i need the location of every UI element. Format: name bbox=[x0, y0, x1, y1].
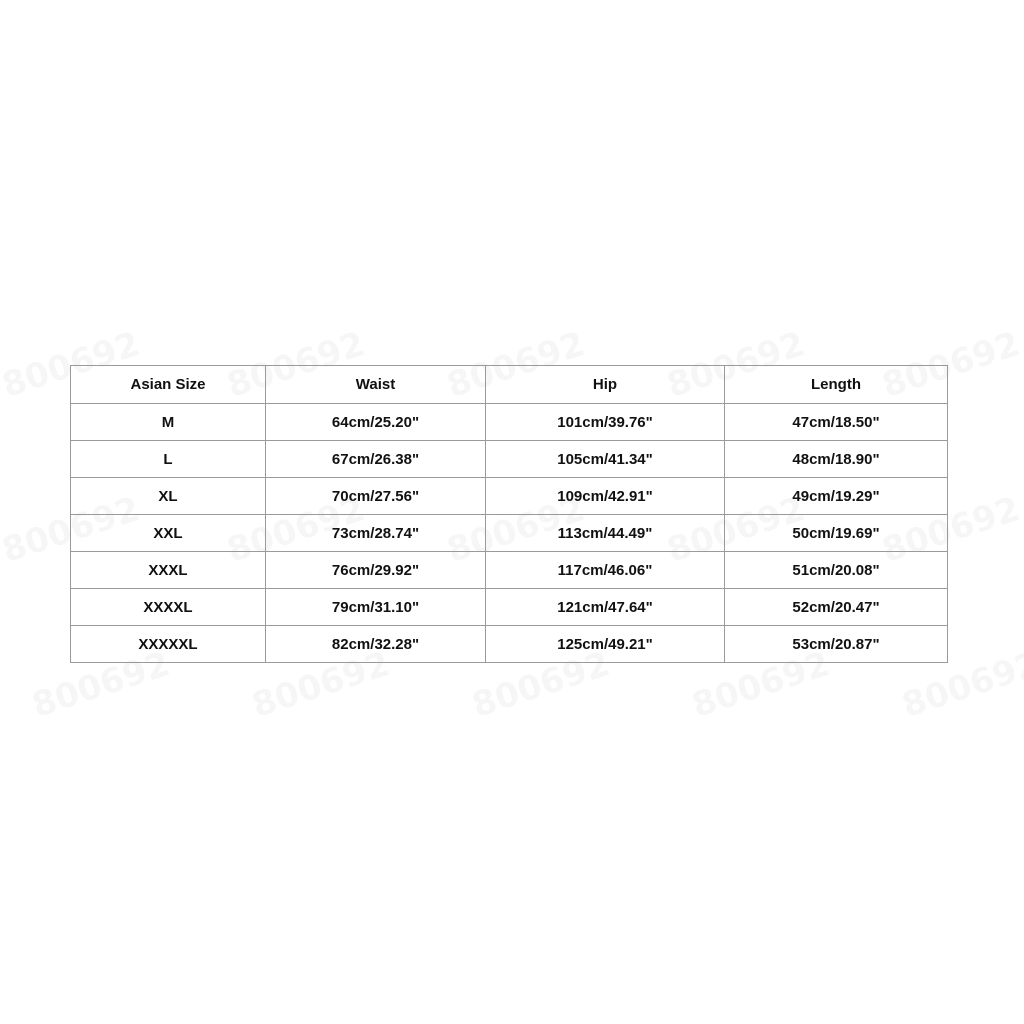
cell-length: 53cm/20.87" bbox=[725, 626, 948, 663]
cell-size: M bbox=[71, 404, 266, 441]
cell-size: L bbox=[71, 441, 266, 478]
cell-hip: 117cm/46.06" bbox=[486, 552, 725, 589]
cell-waist: 76cm/29.92" bbox=[266, 552, 486, 589]
cell-hip: 125cm/49.21" bbox=[486, 626, 725, 663]
cell-size: XXXXXL bbox=[71, 626, 266, 663]
table-row bbox=[71, 404, 948, 441]
cell-hip: 113cm/44.49" bbox=[486, 515, 725, 552]
cell-size: XL bbox=[71, 478, 266, 515]
cell-hip: 105cm/41.34" bbox=[486, 441, 725, 478]
cell-waist: 67cm/26.38" bbox=[266, 441, 486, 478]
cell-waist: 70cm/27.56" bbox=[266, 478, 486, 515]
table-row bbox=[71, 515, 948, 552]
cell-length: 48cm/18.90" bbox=[725, 441, 948, 478]
table-row bbox=[71, 589, 948, 626]
cell-length: 51cm/20.08" bbox=[725, 552, 948, 589]
cell-waist: 73cm/28.74" bbox=[266, 515, 486, 552]
table-row bbox=[71, 478, 948, 515]
cell-size: XXXXL bbox=[71, 589, 266, 626]
table-row bbox=[71, 552, 948, 589]
size-chart-table bbox=[70, 365, 948, 663]
table-row bbox=[71, 441, 948, 478]
table-row bbox=[71, 626, 948, 663]
header-waist: Waist bbox=[266, 366, 486, 404]
cell-waist: 64cm/25.20" bbox=[266, 404, 486, 441]
cell-length: 52cm/20.47" bbox=[725, 589, 948, 626]
cell-length: 50cm/19.69" bbox=[725, 515, 948, 552]
cell-hip: 101cm/39.76" bbox=[486, 404, 725, 441]
cell-length: 49cm/19.29" bbox=[725, 478, 948, 515]
table-header-row bbox=[71, 366, 948, 404]
cell-size: XXXL bbox=[71, 552, 266, 589]
header-length: Length bbox=[725, 366, 948, 404]
cell-size: XXL bbox=[71, 515, 266, 552]
cell-hip: 121cm/47.64" bbox=[486, 589, 725, 626]
header-asian-size: Asian Size bbox=[71, 366, 266, 404]
cell-hip: 109cm/42.91" bbox=[486, 478, 725, 515]
cell-waist: 79cm/31.10" bbox=[266, 589, 486, 626]
header-hip: Hip bbox=[486, 366, 725, 404]
cell-waist: 82cm/32.28" bbox=[266, 626, 486, 663]
cell-length: 47cm/18.50" bbox=[725, 404, 948, 441]
